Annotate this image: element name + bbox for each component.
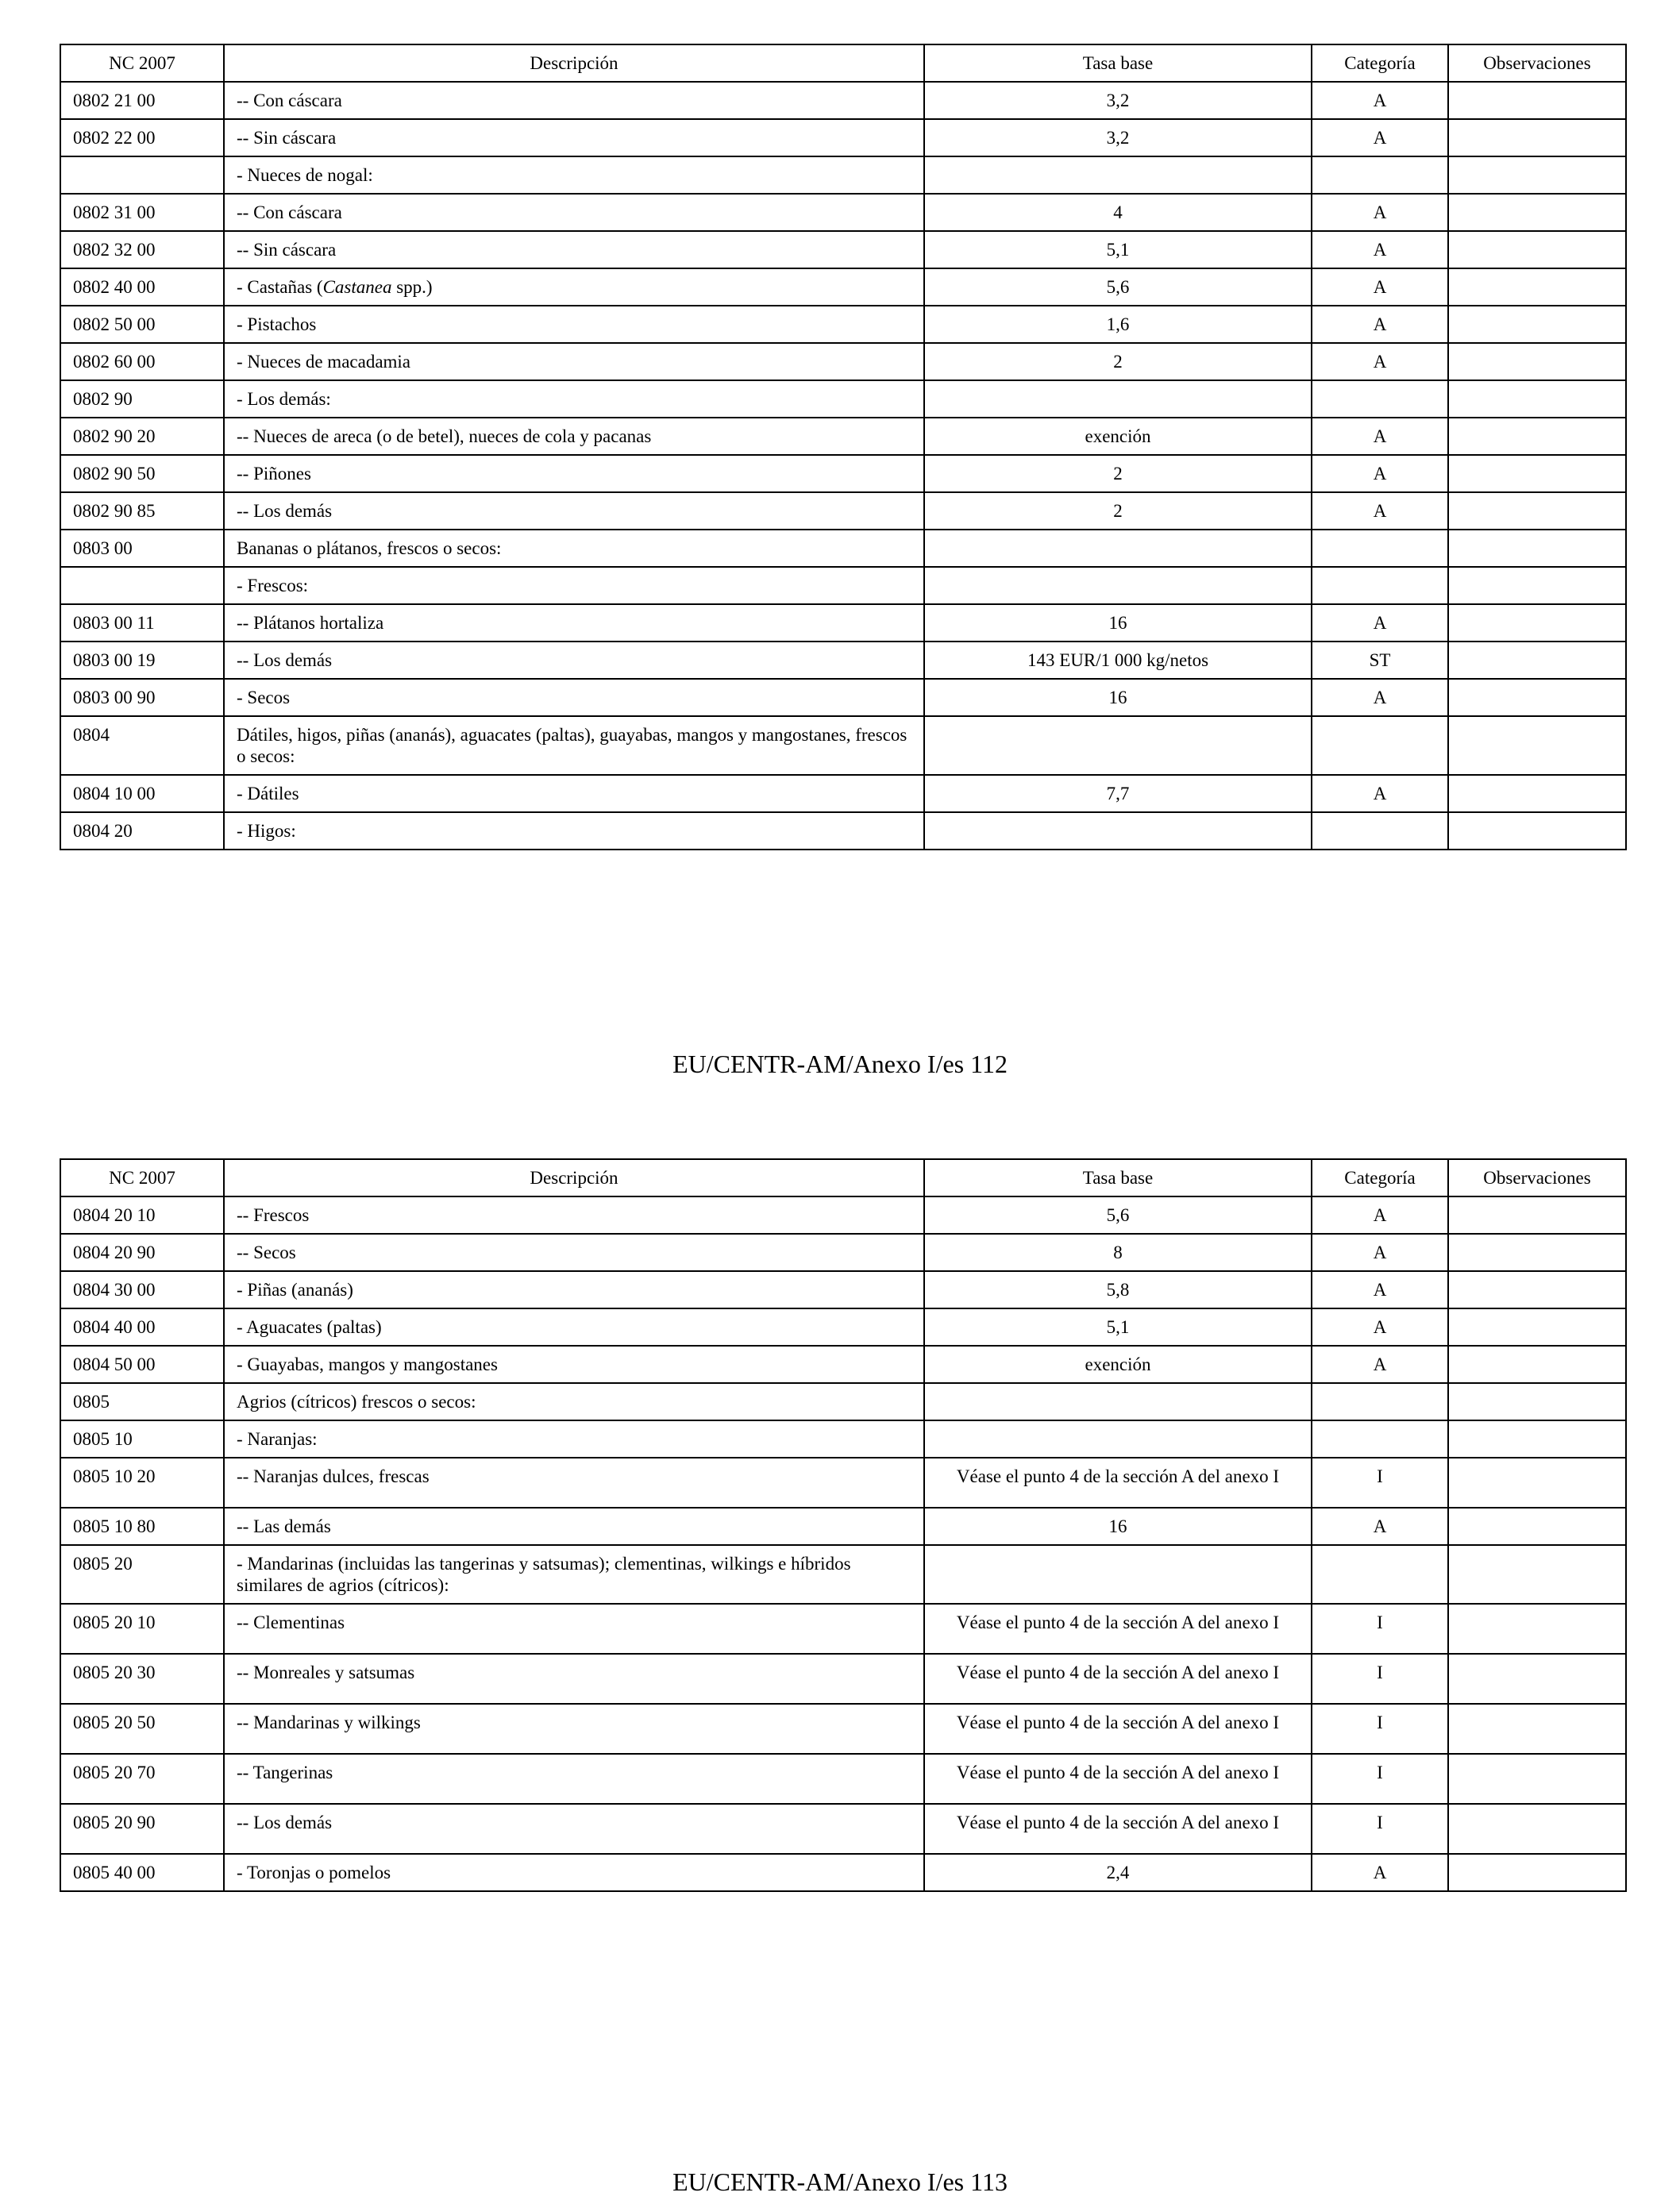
observations-cell — [1448, 567, 1626, 604]
category-cell — [1312, 1545, 1448, 1604]
description-cell: - Frescos: — [224, 567, 924, 604]
observations-cell — [1448, 1458, 1626, 1508]
nc-code-cell: 0802 40 00 — [60, 268, 224, 306]
nc-code-cell: 0802 22 00 — [60, 119, 224, 156]
category-cell: A — [1312, 679, 1448, 716]
description-cell: - Los demás: — [224, 380, 924, 418]
base-rate-cell: Véase el punto 4 de la sección A del anexo I — [924, 1704, 1312, 1754]
observations-cell — [1448, 343, 1626, 380]
nc-code-cell: 0802 90 20 — [60, 418, 224, 455]
nc-code-cell: 0805 20 10 — [60, 1604, 224, 1654]
base-rate-cell: 4 — [924, 194, 1312, 231]
base-rate-cell: Véase el punto 4 de la sección A del anexo I — [924, 1654, 1312, 1704]
nc-code-cell: 0802 90 50 — [60, 455, 224, 492]
description-cell: -- Nueces de areca (o de betel), nueces de cola y pacanas — [224, 418, 924, 455]
table-row — [60, 156, 1626, 194]
base-rate-cell: 5,6 — [924, 268, 1312, 306]
table-row — [60, 1704, 1626, 1754]
table-row — [60, 1754, 1626, 1804]
nc-code-cell: 0804 20 — [60, 812, 224, 850]
base-rate-cell: 5,6 — [924, 1196, 1312, 1234]
base-rate-cell: 2,4 — [924, 1854, 1312, 1891]
table-body — [60, 82, 1626, 850]
category-cell: A — [1312, 455, 1448, 492]
observations-cell — [1448, 775, 1626, 812]
category-cell: A — [1312, 1196, 1448, 1234]
nc-code-cell: 0802 60 00 — [60, 343, 224, 380]
observations-cell — [1448, 231, 1626, 268]
category-cell — [1312, 380, 1448, 418]
observations-cell — [1448, 156, 1626, 194]
observations-cell — [1448, 1604, 1626, 1654]
base-rate-cell: 5,8 — [924, 1271, 1312, 1308]
description-cell: - Secos — [224, 679, 924, 716]
table-row — [60, 1654, 1626, 1704]
table-row — [60, 1383, 1626, 1420]
table-row — [60, 418, 1626, 455]
table-row — [60, 567, 1626, 604]
header-description: Descripción — [224, 1159, 924, 1196]
header-description: Descripción — [224, 44, 924, 82]
nc-code-cell: 0805 10 80 — [60, 1508, 224, 1545]
base-rate-cell: Véase el punto 4 de la sección A del anexo I — [924, 1604, 1312, 1654]
observations-cell — [1448, 1196, 1626, 1234]
table-row — [60, 812, 1626, 850]
category-cell: A — [1312, 343, 1448, 380]
observations-cell — [1448, 1704, 1626, 1754]
nc-code-cell: 0805 10 20 — [60, 1458, 224, 1508]
description-cell: - Higos: — [224, 812, 924, 850]
table-row — [60, 1545, 1626, 1604]
page-footer: EU/CENTR-AM/Anexo I/es 112 — [672, 1050, 1008, 1078]
category-cell: A — [1312, 775, 1448, 812]
base-rate-cell — [924, 530, 1312, 567]
description-cell: -- Los demás — [224, 1804, 924, 1854]
observations-cell — [1448, 1420, 1626, 1458]
observations-cell — [1448, 530, 1626, 567]
table-row — [60, 194, 1626, 231]
category-cell: I — [1312, 1654, 1448, 1704]
category-cell: A — [1312, 268, 1448, 306]
category-cell: A — [1312, 1346, 1448, 1383]
table-row — [60, 1196, 1626, 1234]
table-row — [60, 492, 1626, 530]
category-cell: A — [1312, 1854, 1448, 1891]
base-rate-cell: 16 — [924, 1508, 1312, 1545]
category-cell: A — [1312, 1234, 1448, 1271]
observations-cell — [1448, 306, 1626, 343]
category-cell: A — [1312, 306, 1448, 343]
nc-code-cell: 0805 20 — [60, 1545, 224, 1604]
description-cell: Dátiles, higos, piñas (ananás), aguacates (paltas), guayabas, mangos y mangostanes, frescos o secos: — [224, 716, 924, 775]
observations-cell — [1448, 380, 1626, 418]
base-rate-cell — [924, 1383, 1312, 1420]
base-rate-cell: 3,2 — [924, 119, 1312, 156]
observations-cell — [1448, 1854, 1626, 1891]
observations-cell — [1448, 642, 1626, 679]
description-cell: -- Plátanos hortaliza — [224, 604, 924, 642]
description-text: - Castañas ( — [237, 277, 323, 297]
nc-code-cell: 0805 — [60, 1383, 224, 1420]
table-row — [60, 1234, 1626, 1271]
table-row — [60, 1420, 1626, 1458]
base-rate-cell: 2 — [924, 492, 1312, 530]
base-rate-cell — [924, 567, 1312, 604]
description-cell — [224, 268, 924, 306]
table-row — [60, 679, 1626, 716]
nc-code-cell: 0802 21 00 — [60, 82, 224, 119]
observations-cell — [1448, 1545, 1626, 1604]
description-cell: -- Clementinas — [224, 1604, 924, 1654]
observations-cell — [1448, 194, 1626, 231]
table-row — [60, 716, 1626, 775]
header-category: Categoría — [1312, 44, 1448, 82]
base-rate-cell: Véase el punto 4 de la sección A del anexo I — [924, 1754, 1312, 1804]
description-cell: -- Con cáscara — [224, 82, 924, 119]
observations-cell — [1448, 1383, 1626, 1420]
nc-code-cell: 0804 50 00 — [60, 1346, 224, 1383]
base-rate-cell: exención — [924, 418, 1312, 455]
base-rate-cell: 2 — [924, 343, 1312, 380]
description-cell: -- Los demás — [224, 492, 924, 530]
nc-code-cell: 0803 00 90 — [60, 679, 224, 716]
category-cell: A — [1312, 492, 1448, 530]
category-cell — [1312, 156, 1448, 194]
nc-code-cell: 0803 00 — [60, 530, 224, 567]
description-cell: - Nueces de macadamia — [224, 343, 924, 380]
nc-code-cell: 0803 00 11 — [60, 604, 224, 642]
description-cell: - Pistachos — [224, 306, 924, 343]
base-rate-cell — [924, 156, 1312, 194]
base-rate-cell: 7,7 — [924, 775, 1312, 812]
base-rate-cell: 1,6 — [924, 306, 1312, 343]
description-cell: -- Con cáscara — [224, 194, 924, 231]
description-text: spp.) — [391, 277, 433, 297]
category-cell: A — [1312, 119, 1448, 156]
header-code: NC 2007 — [60, 1159, 224, 1196]
header-rate: Tasa base — [924, 44, 1312, 82]
observations-cell — [1448, 119, 1626, 156]
category-cell: I — [1312, 1458, 1448, 1508]
table-row — [60, 1508, 1626, 1545]
base-rate-cell: Véase el punto 4 de la sección A del anexo I — [924, 1804, 1312, 1854]
nc-code-cell: 0804 30 00 — [60, 1271, 224, 1308]
nc-code-cell: 0804 20 10 — [60, 1196, 224, 1234]
header-rate: Tasa base — [924, 1159, 1312, 1196]
tariff-table-page-113 — [60, 1158, 1627, 1892]
observations-cell — [1448, 812, 1626, 850]
category-cell: A — [1312, 418, 1448, 455]
nc-code-cell: 0804 20 90 — [60, 1234, 224, 1271]
category-cell — [1312, 1383, 1448, 1420]
observations-cell — [1448, 679, 1626, 716]
header-code: NC 2007 — [60, 44, 224, 82]
nc-code-cell: 0802 31 00 — [60, 194, 224, 231]
description-cell: -- Piñones — [224, 455, 924, 492]
base-rate-cell: 16 — [924, 679, 1312, 716]
observations-cell — [1448, 268, 1626, 306]
observations-cell — [1448, 1754, 1626, 1804]
table-row — [60, 642, 1626, 679]
nc-code-cell: 0804 10 00 — [60, 775, 224, 812]
description-cell: - Naranjas: — [224, 1420, 924, 1458]
table-header-row — [60, 1159, 1626, 1196]
table-row — [60, 82, 1626, 119]
observations-cell — [1448, 492, 1626, 530]
table-row — [60, 530, 1626, 567]
description-cell: - Dátiles — [224, 775, 924, 812]
description-cell: - Guayabas, mangos y mangostanes — [224, 1346, 924, 1383]
category-cell — [1312, 1420, 1448, 1458]
table-row — [60, 268, 1626, 306]
table-row — [60, 1458, 1626, 1508]
category-cell: A — [1312, 604, 1448, 642]
description-cell: -- Tangerinas — [224, 1754, 924, 1804]
base-rate-cell — [924, 1420, 1312, 1458]
header-observations: Observaciones — [1448, 1159, 1626, 1196]
description-cell: - Piñas (ananás) — [224, 1271, 924, 1308]
description-cell: - Nueces de nogal: — [224, 156, 924, 194]
category-cell: A — [1312, 82, 1448, 119]
observations-cell — [1448, 604, 1626, 642]
description-cell: -- Los demás — [224, 642, 924, 679]
table-row — [60, 1346, 1626, 1383]
table-row — [60, 455, 1626, 492]
category-cell — [1312, 716, 1448, 775]
category-cell — [1312, 812, 1448, 850]
tariff-table-page-112 — [60, 44, 1627, 850]
nc-code-cell: 0802 32 00 — [60, 231, 224, 268]
table-row — [60, 380, 1626, 418]
category-cell: I — [1312, 1704, 1448, 1754]
table-row — [60, 306, 1626, 343]
description-cell: Agrios (cítricos) frescos o secos: — [224, 1383, 924, 1420]
category-cell — [1312, 567, 1448, 604]
base-rate-cell: exención — [924, 1346, 1312, 1383]
category-cell: A — [1312, 194, 1448, 231]
category-cell: A — [1312, 1508, 1448, 1545]
category-cell: A — [1312, 231, 1448, 268]
category-cell — [1312, 530, 1448, 567]
table-row — [60, 1271, 1626, 1308]
observations-cell — [1448, 716, 1626, 775]
description-cell: -- Frescos — [224, 1196, 924, 1234]
base-rate-cell — [924, 812, 1312, 850]
observations-cell — [1448, 1308, 1626, 1346]
nc-code-cell: 0805 10 — [60, 1420, 224, 1458]
base-rate-cell: 3,2 — [924, 82, 1312, 119]
description-cell: -- Sin cáscara — [224, 119, 924, 156]
base-rate-cell: 8 — [924, 1234, 1312, 1271]
description-cell: - Toronjas o pomelos — [224, 1854, 924, 1891]
observations-cell — [1448, 82, 1626, 119]
table-row — [60, 775, 1626, 812]
nc-code-cell — [60, 156, 224, 194]
page-footer: EU/CENTR-AM/Anexo I/es 113 — [672, 2167, 1008, 2196]
description-cell: -- Sin cáscara — [224, 231, 924, 268]
base-rate-cell: 5,1 — [924, 231, 1312, 268]
category-cell: I — [1312, 1804, 1448, 1854]
category-cell: ST — [1312, 642, 1448, 679]
nc-code-cell: 0804 — [60, 716, 224, 775]
table-row — [60, 1308, 1626, 1346]
base-rate-cell — [924, 716, 1312, 775]
nc-code-cell: 0802 90 — [60, 380, 224, 418]
table-body — [60, 1196, 1626, 1891]
nc-code-cell: 0805 20 90 — [60, 1804, 224, 1854]
observations-cell — [1448, 1346, 1626, 1383]
table-row — [60, 343, 1626, 380]
nc-code-cell: 0805 20 30 — [60, 1654, 224, 1704]
nc-code-cell: 0805 20 50 — [60, 1704, 224, 1754]
base-rate-cell: Véase el punto 4 de la sección A del anexo I — [924, 1458, 1312, 1508]
base-rate-cell — [924, 380, 1312, 418]
observations-cell — [1448, 1271, 1626, 1308]
nc-code-cell: 0805 20 70 — [60, 1754, 224, 1804]
category-cell: A — [1312, 1271, 1448, 1308]
description-cell: - Mandarinas (incluidas las tangerinas y satsumas); clementinas, wilkings e híbridos similares de agrios (cítricos): — [224, 1545, 924, 1604]
table-row — [60, 1804, 1626, 1854]
observations-cell — [1448, 1654, 1626, 1704]
category-cell: A — [1312, 1308, 1448, 1346]
base-rate-cell: 2 — [924, 455, 1312, 492]
description-italic-text: Castanea — [322, 277, 392, 297]
observations-cell — [1448, 455, 1626, 492]
base-rate-cell — [924, 1545, 1312, 1604]
nc-code-cell — [60, 567, 224, 604]
description-cell: -- Monreales y satsumas — [224, 1654, 924, 1704]
nc-code-cell: 0802 50 00 — [60, 306, 224, 343]
description-cell: -- Secos — [224, 1234, 924, 1271]
description-cell: - Aguacates (paltas) — [224, 1308, 924, 1346]
category-cell: I — [1312, 1754, 1448, 1804]
nc-code-cell: 0803 00 19 — [60, 642, 224, 679]
observations-cell — [1448, 1508, 1626, 1545]
header-observations: Observaciones — [1448, 44, 1626, 82]
description-cell: -- Naranjas dulces, frescas — [224, 1458, 924, 1508]
base-rate-cell: 5,1 — [924, 1308, 1312, 1346]
base-rate-cell: 16 — [924, 604, 1312, 642]
category-cell: I — [1312, 1604, 1448, 1654]
nc-code-cell: 0805 40 00 — [60, 1854, 224, 1891]
observations-cell — [1448, 1804, 1626, 1854]
table-header-row — [60, 44, 1626, 82]
description-cell: -- Las demás — [224, 1508, 924, 1545]
description-cell: Bananas o plátanos, frescos o secos: — [224, 530, 924, 567]
header-category: Categoría — [1312, 1159, 1448, 1196]
table-row — [60, 1854, 1626, 1891]
nc-code-cell: 0804 40 00 — [60, 1308, 224, 1346]
table-row — [60, 604, 1626, 642]
nc-code-cell: 0802 90 85 — [60, 492, 224, 530]
table-row — [60, 1604, 1626, 1654]
table-row — [60, 119, 1626, 156]
table-row — [60, 231, 1626, 268]
description-cell: -- Mandarinas y wilkings — [224, 1704, 924, 1754]
observations-cell — [1448, 1234, 1626, 1271]
base-rate-cell: 143 EUR/1 000 kg/netos — [924, 642, 1312, 679]
observations-cell — [1448, 418, 1626, 455]
